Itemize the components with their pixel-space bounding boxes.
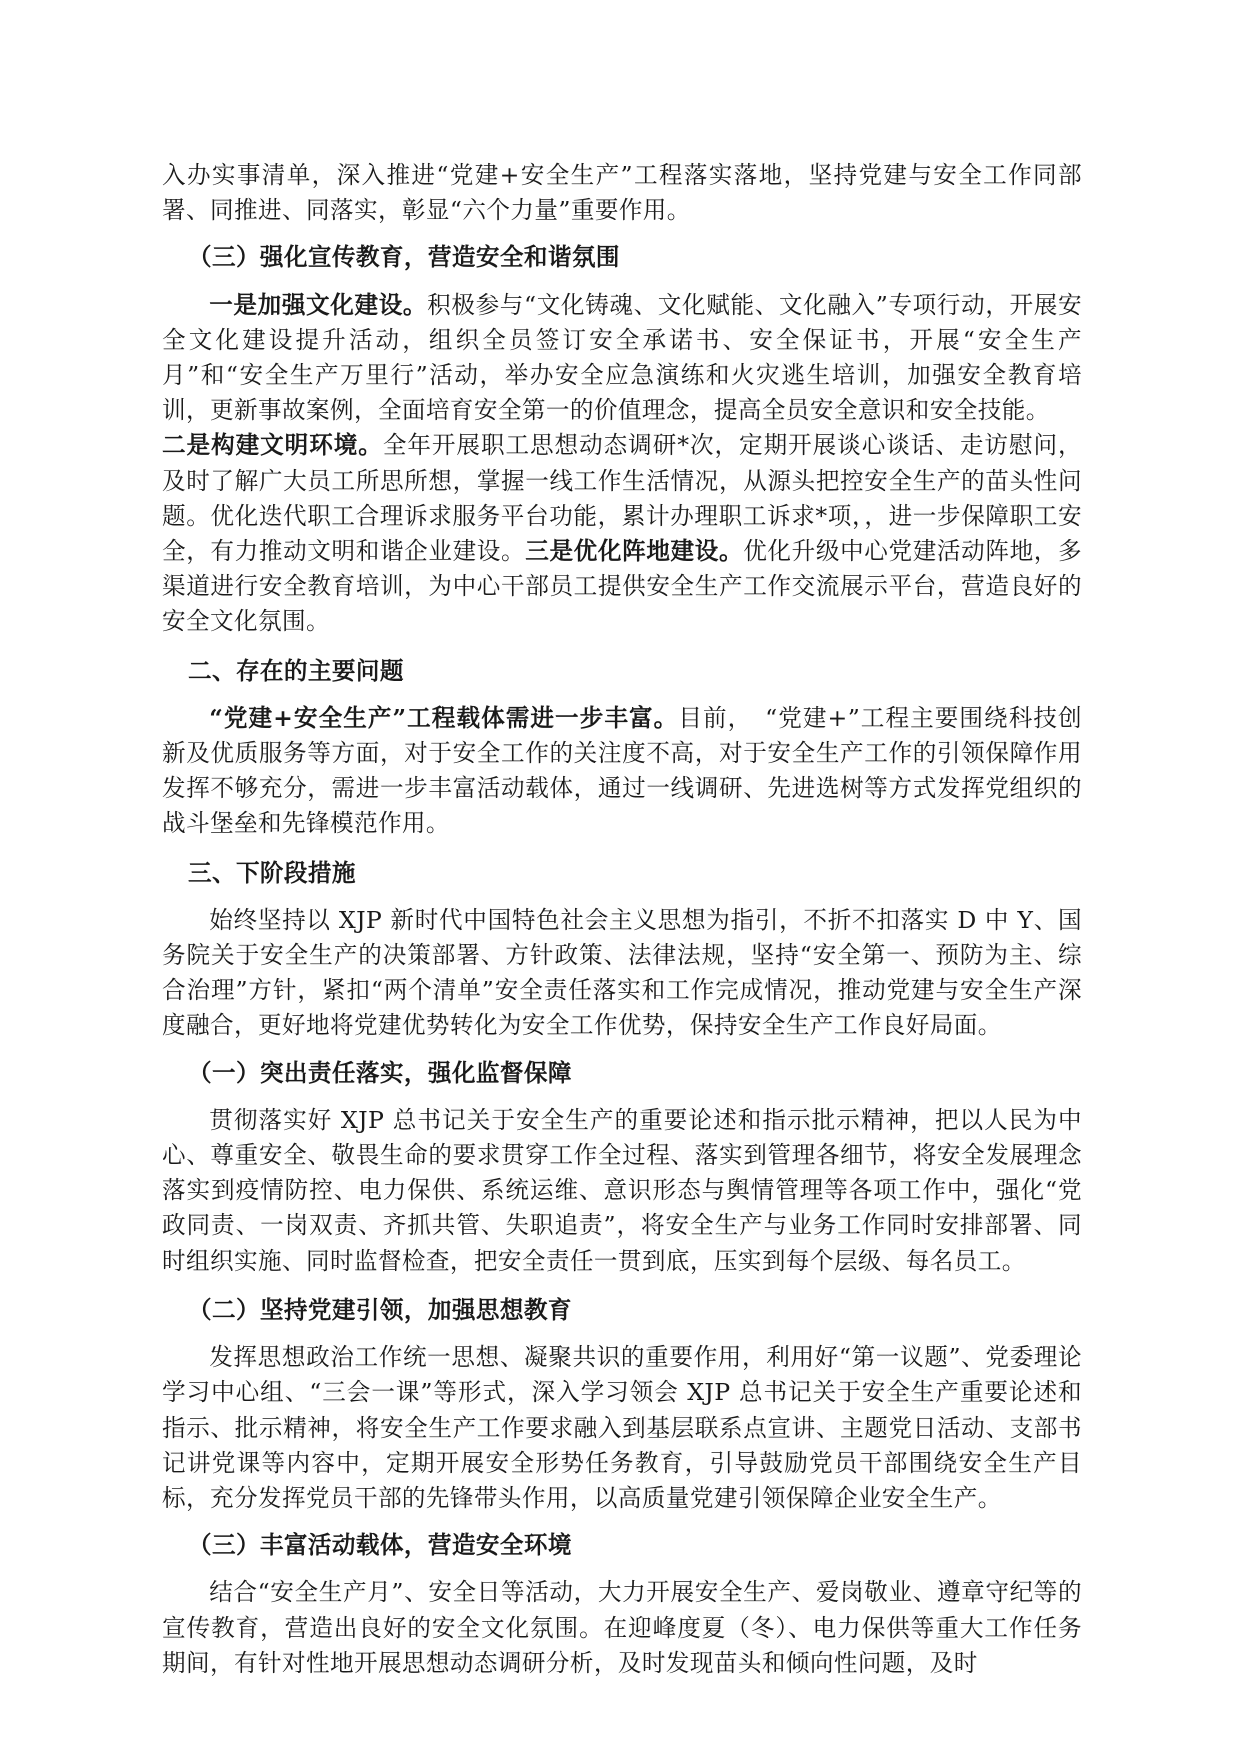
- responsibility-paragraph: 贯彻落实好 XJP 总书记关于安全生产的重要论述和指示批示精神，把以人民为中心、尊重安全、敬畏生命的要求贯穿工作全过程、落实到管理各细节，将安全发展理念落实到疫情防控、电力保供、系统运维、意识形态与舆情管理等各项工作中，强化“党政同责、一岗双责、齐抓共管、失职追责”，将安全生产与业务工作同时安排部署、同时组织实施、同时监督检查，把安全责任一贯到底，压实到每个层级、每名员工。: [162, 1105, 1082, 1275]
- continuation-paragraph: 入办实事清单，深入推进“党建+安全生产”工程落实落地，坚持党建与安全工作同部署、同推进、同落实，彰显“六个力量”重要作用。: [162, 161, 1082, 225]
- publicity-paragraph: [162, 288, 1082, 640]
- lead-position: 三是优化阵地建设。: [525, 537, 744, 566]
- measures-intro-paragraph: 始终坚持以 XJP 新时代中国特色社会主义思想为指引，不折不扣落实 D 中 Y、国务院关于安全生产的决策部署、方针政策、法律法规，坚持“安全第一、预防为主、综合治理”方针，紧扣“两个清单”安全责任落实和工作完成情况，推动党建与安全生产深度融合，更好地将党建优势转化为安全工作优势，保持安全生产工作良好局面。: [162, 905, 1082, 1040]
- lead-civilization: 二是构建文明环境。: [162, 431, 383, 460]
- party-leadership-paragraph: 发挥思想政治工作统一思想、凝聚共识的重要作用，利用好“第一议题”、党委理论学习中心组、“三会一课”等形式，深入学习领会 XJP 总书记关于安全生产重要论述和指示、批示精神，将安全生产工作要求融入到基层联系点宣讲、主题党日活动、支部书记讲党课等内容中，定期开展安全形势任务教育，引导鼓励党员干部围绕安全生产目标，充分发挥党员干部的先锋带头作用，以高质量党建引领保障企业安全生产。: [162, 1343, 1082, 1512]
- subheading-party-leadership: （二）坚持党建引领，加强思想教育: [187, 1295, 572, 1324]
- text-problems: 目前， “党建+”工程主要围绕科技创新及优质服务等方面，对于安全工作的关注度不高，对于安全生产工作的引领保障作用发挥不够充分，需进一步丰富活动载体，通过一线调研、先进选树等方式发挥党组织的战斗堡垒和先锋模范作用。: [162, 703, 1082, 838]
- subheading-responsibility: （一）突出责任落实，强化监督保障: [187, 1058, 572, 1087]
- problems-paragraph: [162, 701, 1082, 842]
- activities-paragraph: 结合“安全生产月”、安全日等活动，大力开展安全生产、爱岗敬业、遵章守纪等的宣传教育，营造出良好的安全文化氛围。在迎峰度夏（冬）、电力保供等重大工作任务期间，有针对性地开展思想动态调研分析，及时发现苗头和倾向性问题，及时: [162, 1578, 1082, 1677]
- text-culture: 积极参与“文化铸魂、文化赋能、文化融入”专项行动，开展安全文化建设提升活动，组织全员签订安全承诺书、安全保证书，开展“安全生产月”和“安全生产万里行”活动，举办安全应急演练和火灾逃生培训，加强安全教育培训，更新事故案例，全面培育安全第一的价值理念，提高全员安全意识和安全技能。: [162, 290, 1082, 425]
- subheading-activities: （三）丰富活动载体，营造安全环境: [187, 1531, 572, 1560]
- text-civilization: 全年开展职工思想动态调研*次，定期开展谈心谈话、走访慰问，及时了解广大员工所思所想，掌握一线工作生活情况，从源头把控安全生产的苗头性问题。优化迭代职工合理诉求服务平台功能，累计办理职工诉求*项，，进一步保障职工安全，有力推动文明和谐企业建设。: [162, 431, 1082, 566]
- section-heading-publicity: （三）强化宣传教育，营造安全和谐氛围: [187, 243, 620, 272]
- section-heading-problems: 二、存在的主要问题: [187, 656, 404, 685]
- section-heading-measures: 三、下阶段措施: [187, 858, 356, 887]
- lead-culture: 一是加强文化建设。: [209, 290, 428, 319]
- lead-problems: “党建+安全生产”工程载体需进一步丰富。: [209, 703, 679, 732]
- text-position: 优化升级中心党建活动阵地，多渠道进行安全教育培训，为中心干部员工提供安全生产工作交流展示平台，营造良好的安全文化氛围。: [162, 537, 1083, 636]
- document-page: [162, 158, 1082, 1681]
